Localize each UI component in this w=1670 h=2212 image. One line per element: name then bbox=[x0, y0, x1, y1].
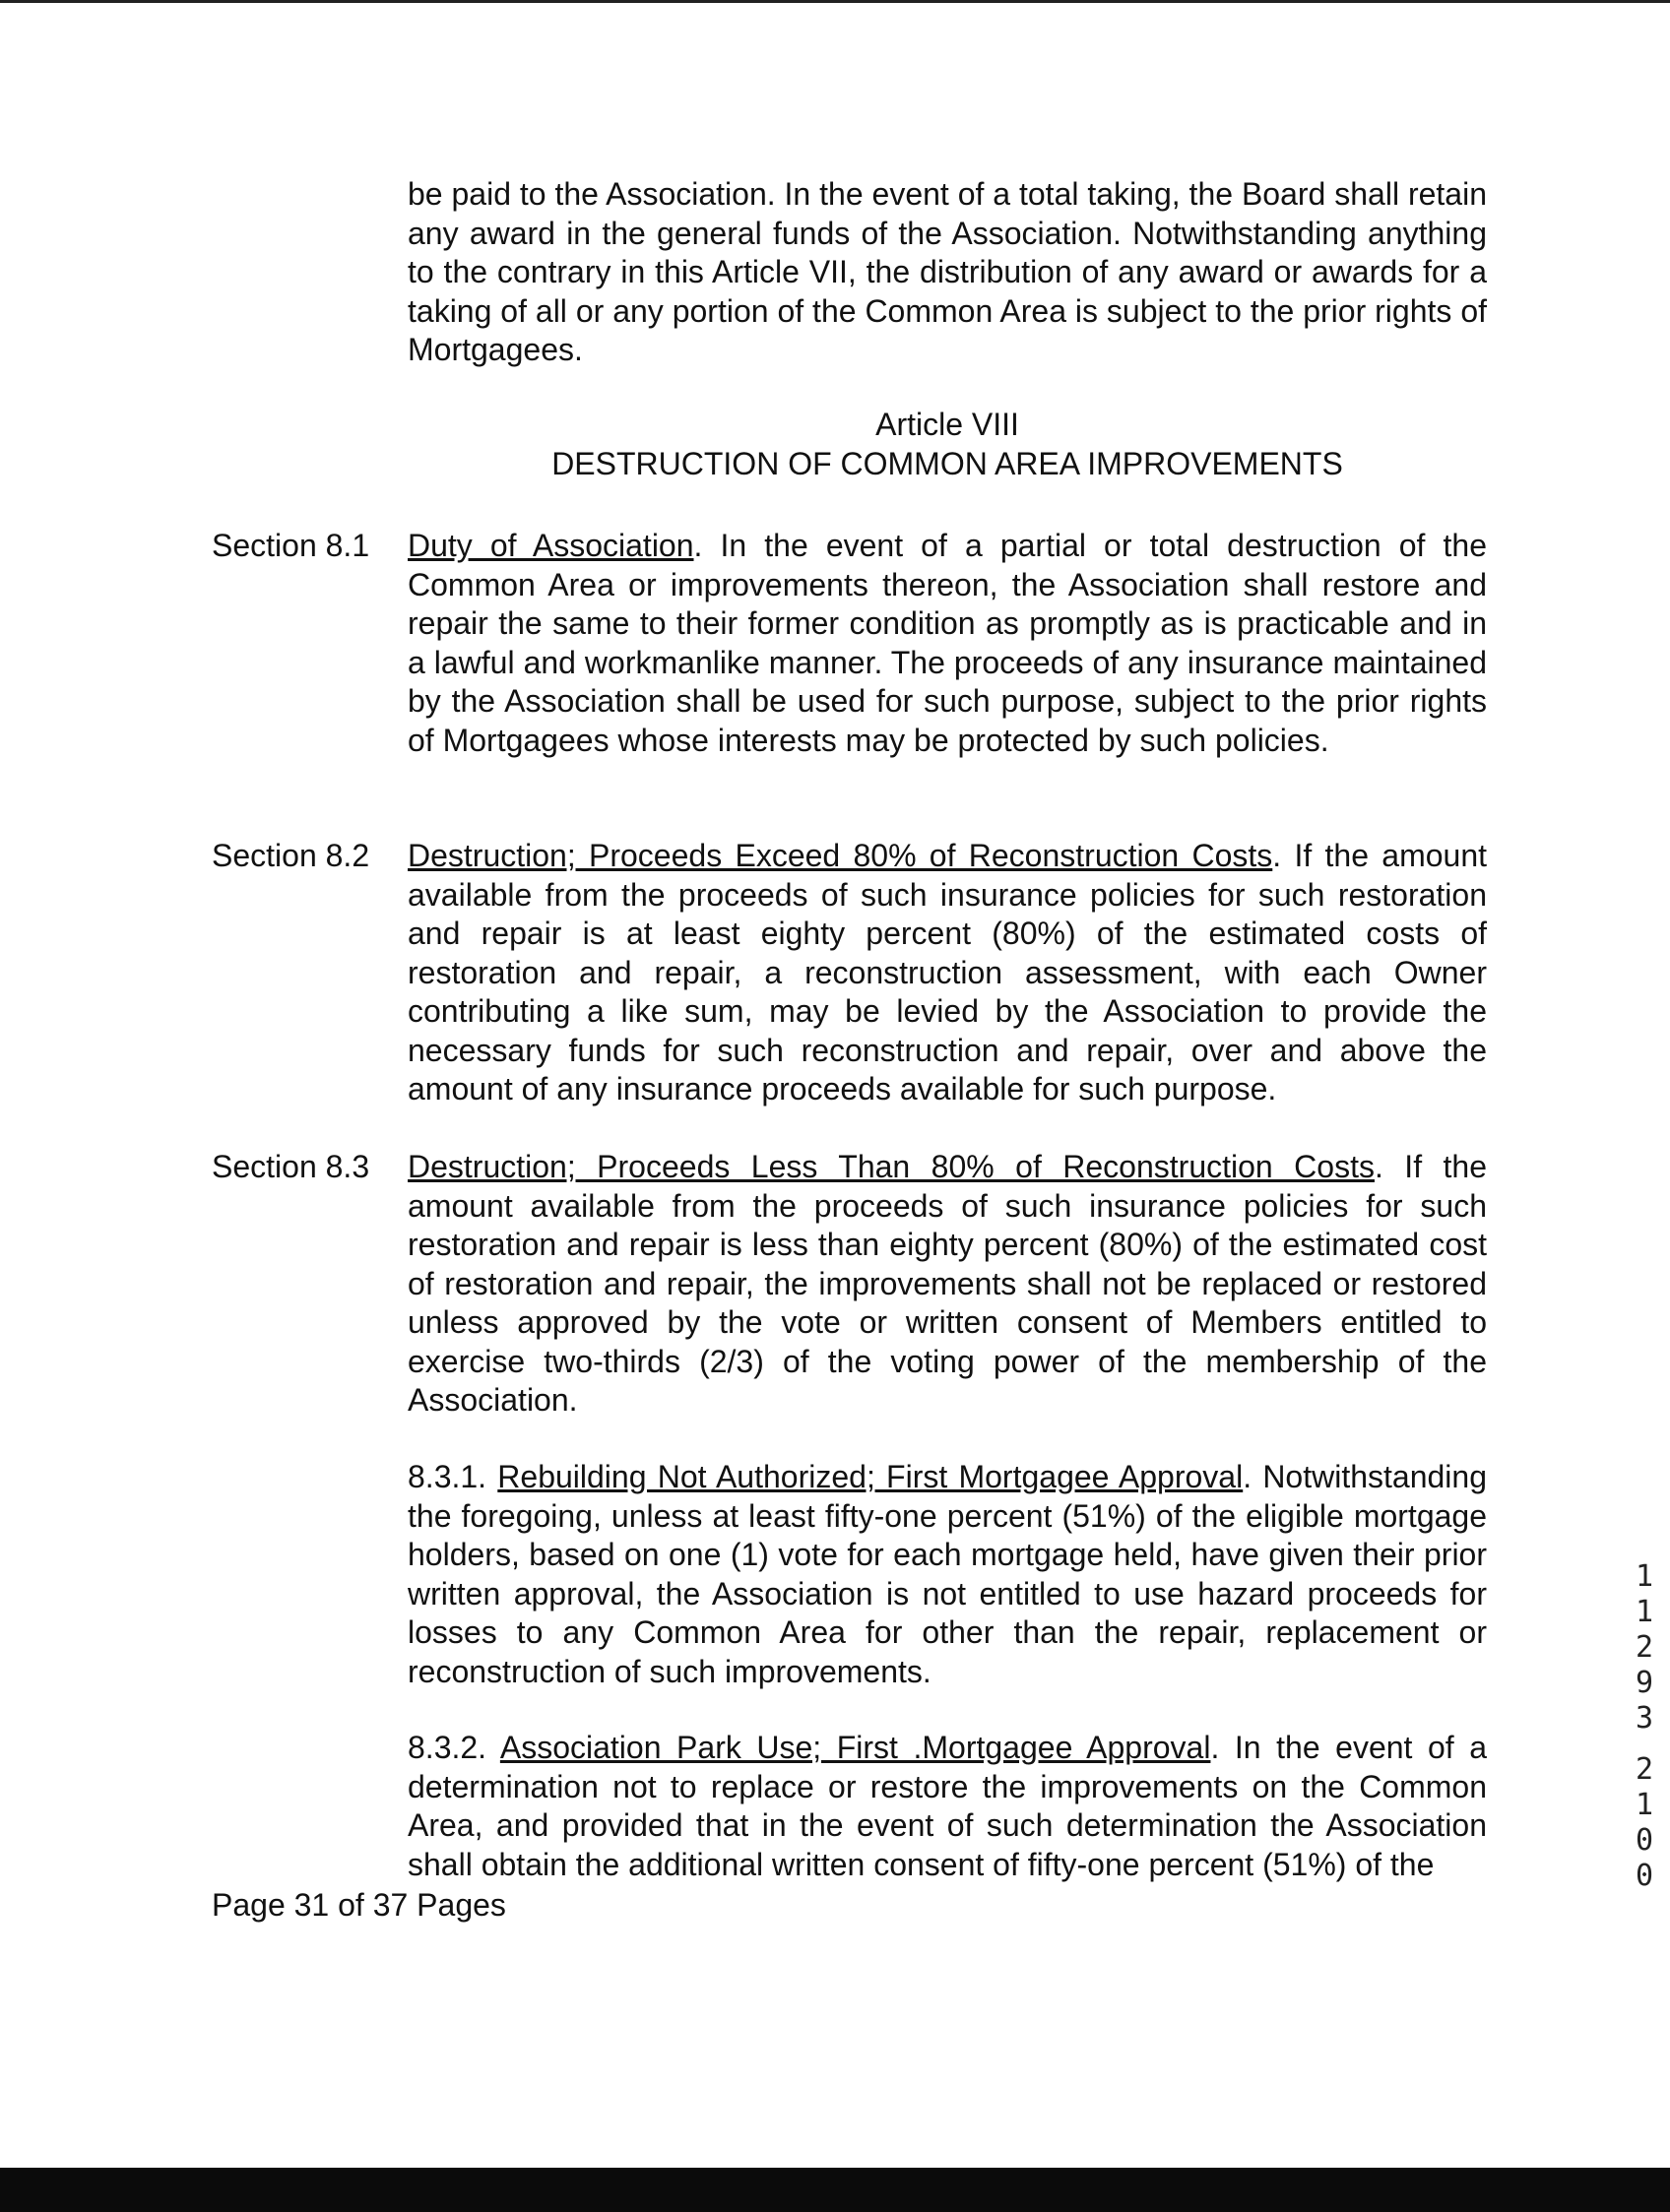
section-text: . If the amount available from the proceeds of such insurance policies for such restoration and repair is less than eighty percent (80%) of the estimated cost of restoration and repair, the improvements shall not be replaced or restored unless approved by the vote or written consent of Members entitled to exercise two-thirds (2/3) of the voting power of the membership of the Association. bbox=[408, 1149, 1488, 1418]
section-heading: Destruction; Proceeds Less Than 80% of Reconstruction Costs bbox=[408, 1149, 1375, 1184]
section-8-3 bbox=[212, 1148, 1487, 1421]
stamp-digit: 1 bbox=[1635, 1559, 1654, 1594]
bottom-scan-edge bbox=[0, 2168, 1670, 2212]
section-body bbox=[408, 1148, 1487, 1421]
recording-stamp-lower bbox=[1629, 1752, 1660, 1894]
intro-paragraph: be paid to the Association. In the event of a total taking, the Board shall retain any award in the general funds of the Association. Notwithstanding anything to the contrary in this Article VII, the distribution of any award or awards for a taking of all or any portion of the Common Area is subject to the prior rights of Mortgagees. bbox=[408, 176, 1487, 367]
stamp-digit: 1 bbox=[1635, 1595, 1654, 1629]
recording-stamp-upper bbox=[1629, 1559, 1660, 1737]
stamp-digit: 1 bbox=[1635, 1788, 1654, 1822]
subsection-8-3-2 bbox=[408, 1729, 1487, 1884]
stamp-digit: 3 bbox=[1635, 1701, 1654, 1736]
section-heading: Duty of Association bbox=[408, 528, 694, 563]
article-number: Article VIII bbox=[875, 407, 1019, 442]
stamp-digit: 9 bbox=[1635, 1666, 1654, 1700]
stamp-digit: 2 bbox=[1635, 1752, 1654, 1787]
subsection-text: . Notwithstanding the foregoing, unless at least fifty-one percent (51%) of the eligible mortgage holders, based on one (1) vote for each mortgage held, have given their prior written approval, the Association is not entitled to use hazard proceeds for losses to any Common Area for other than the repair, replacement or reconstruction of such improvements. bbox=[408, 1459, 1488, 1689]
subsection-8-3-1 bbox=[408, 1458, 1487, 1691]
stamp-digit: 0 bbox=[1635, 1823, 1654, 1858]
section-body bbox=[408, 837, 1487, 1109]
article-title: DESTRUCTION OF COMMON AREA IMPROVEMENTS bbox=[551, 446, 1343, 481]
section-number: Section 8.3 bbox=[212, 1149, 370, 1184]
subsection-text: . In the event of a determination not to replace or restore the improvements on the Common Area, and provided that in the event of such determination the Association shall obtain the additional written consent of fifty-one percent (51%) of the bbox=[408, 1730, 1488, 1882]
section-text: . In the event of a partial or total destruction of the Common Area or improvements thereon, the Association shall restore and repair the same to their former condition as promptly as is practicable and in a lawful and workmanlike manner. The proceeds of any insurance maintained by the Association shall be used for such purpose, subject to the prior rights of Mortgagees whose interests may be protected by such policies. bbox=[408, 528, 1487, 758]
subsection-number: 8.3.2. bbox=[408, 1730, 487, 1765]
section-8-1 bbox=[212, 527, 1487, 760]
subsection-heading: Association Park Use; First .Mortgagee Approval bbox=[499, 1730, 1211, 1765]
stamp-digit: 0 bbox=[1635, 1859, 1654, 1893]
top-scan-edge bbox=[0, 0, 1670, 3]
stamp-digit: 2 bbox=[1635, 1630, 1654, 1665]
page-number-footer: Page 31 of 37 Pages bbox=[212, 1887, 506, 1923]
subsection-heading: Rebuilding Not Authorized; First Mortgagee Approval bbox=[497, 1459, 1244, 1494]
section-number: Section 8.1 bbox=[212, 528, 370, 563]
subsection-number: 8.3.1. bbox=[408, 1459, 487, 1494]
section-text: . If the amount available from the proceeds of such insurance policies for such restoration and repair is at least eighty percent (80%) of the estimated costs of restoration and repair, a reconstruction assessment, with each Owner contributing a like sum, may be levied by the Association to provide the necessary funds for such reconstruction and repair, over and above the amount of any insurance proceeds available for such purpose. bbox=[408, 838, 1488, 1106]
section-heading: Destruction; Proceeds Exceed 80% of Reconstruction Costs bbox=[408, 838, 1273, 873]
section-8-2 bbox=[212, 837, 1487, 1109]
section-number: Section 8.2 bbox=[212, 838, 370, 873]
section-body bbox=[408, 527, 1487, 760]
